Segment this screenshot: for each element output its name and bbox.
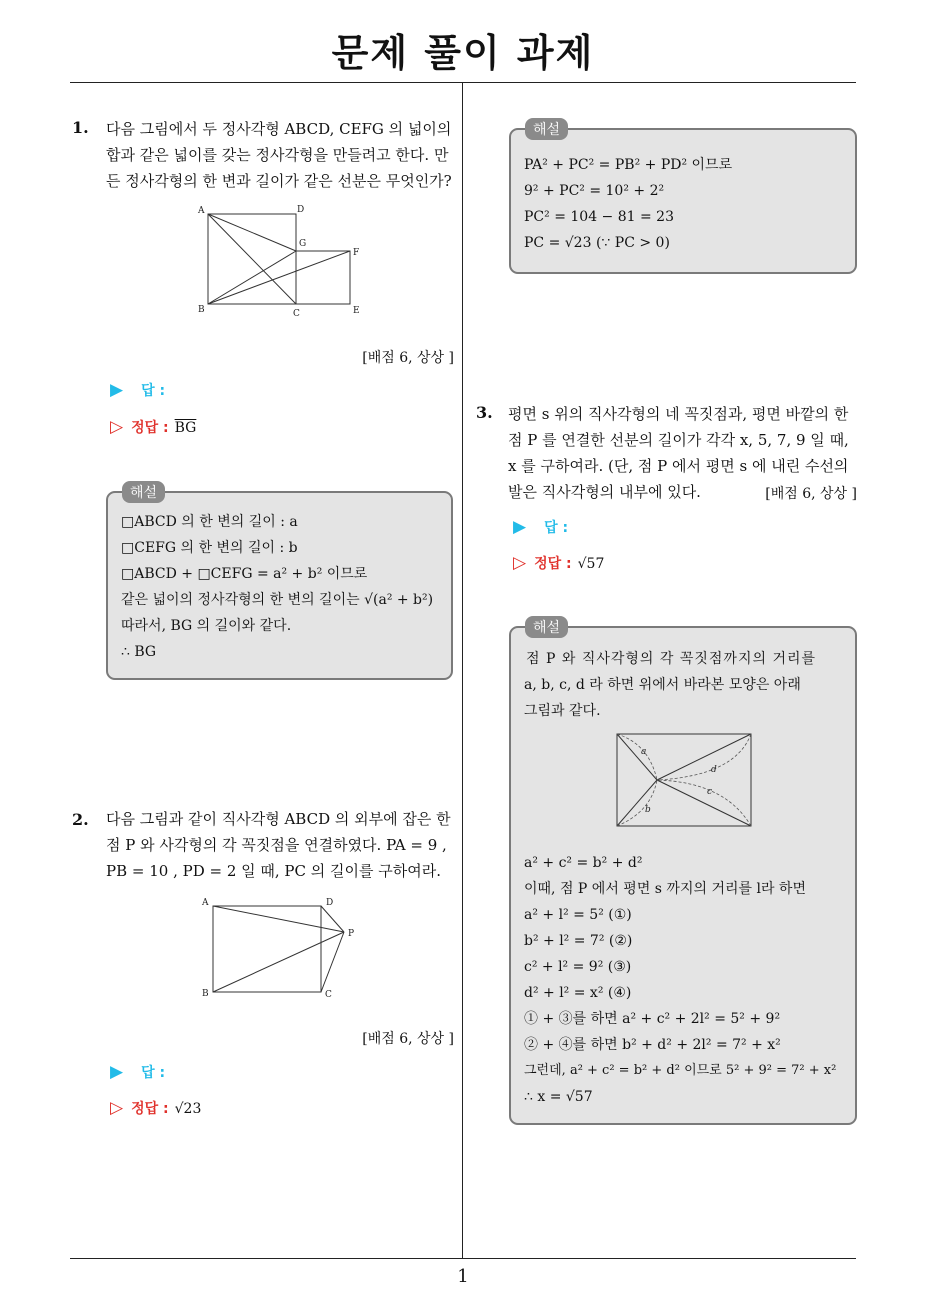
solution-line: ∴ x = √57 (524, 1089, 593, 1105)
vertex-label-c: C (293, 309, 300, 319)
question-3-figure (615, 732, 755, 828)
outline-triangle-icon: ▷ (110, 1098, 124, 1118)
solution-tag: 해설 (525, 118, 568, 140)
solution-box-1 (106, 485, 453, 680)
solution-line: 이때, 점 P 에서 평면 s 까지의 거리를 l라 하면 (524, 881, 806, 897)
solution-line: b² + l² = 7² (②) (524, 933, 633, 949)
solution-line: 같은 넓이의 정사각형의 한 변의 길이는 √(a² + b²) (121, 592, 434, 608)
solution-line: 그림과 같다. (524, 703, 601, 719)
question-1-figure (193, 200, 368, 320)
question-1-text (106, 116, 456, 194)
correct-label: 정답 : (131, 420, 169, 436)
question-line: 합과 같은 넓이를 갖는 정사각형을 만들려고 한다. 만 (106, 146, 449, 164)
solution-line: ② + ④를 하면 b² + d² + 2l² = 7² + x² (524, 1037, 781, 1053)
solution-line: ∴ BG (121, 644, 157, 660)
correct-answer-value: √23 (174, 1101, 202, 1117)
solution-line: PA² + PC² = PB² + PD² 이므로 (524, 157, 733, 173)
question-line: 다음 그림과 같이 직사각형 ABCD 의 외부에 잡은 한 (106, 810, 451, 828)
question-2-figure (198, 890, 368, 1005)
question-line: 든 정사각형의 한 변과 길이가 같은 선분은 무엇인가? (106, 172, 452, 190)
score-meta: [배점 6, 상상 ] (362, 350, 454, 366)
vertex-label-b: B (198, 305, 205, 315)
question-number: 2. (72, 810, 89, 829)
vertex-label-c: C (325, 990, 332, 1000)
solution-line: c² + l² = 9² (③) (524, 959, 632, 975)
score-meta: [배점 6, 상상 ] (362, 1031, 454, 1047)
question-2-text (106, 806, 456, 884)
answer-label: 답 : (544, 520, 569, 536)
solution-line: □CEFG 의 한 변의 길이 : b (121, 540, 298, 556)
score-meta: [배점 6, 상상 ] (765, 486, 857, 502)
answer-row (513, 517, 568, 537)
vertex-label-d: D (326, 898, 334, 908)
vertex-label-e: E (353, 306, 360, 316)
correct-answer-row (110, 1098, 201, 1118)
correct-label: 정답 : (131, 1101, 169, 1117)
vertex-label-a: A (198, 206, 205, 216)
correct-label: 정답 : (534, 556, 572, 572)
correct-answer-value: $\overline{BG}$ (174, 420, 197, 436)
vertex-label-p: P (348, 929, 355, 939)
solution-line: 따라서, BG 의 길이와 같다. (121, 618, 292, 634)
solution-line: □ABCD + □CEFG = a² + b² 이므로 (121, 566, 368, 582)
solution-box-2 (509, 122, 857, 274)
solution-tag: 해설 (525, 616, 568, 638)
vertex-label-d: D (297, 205, 305, 215)
page-title: 문제 풀이 과제 (331, 31, 595, 75)
answer-label: 답 : (141, 383, 166, 399)
filled-triangle-icon: ▶ (110, 1062, 124, 1082)
outline-triangle-icon: ▷ (110, 417, 124, 437)
segment-label-c: c (707, 787, 713, 797)
segment-label-b: b (645, 805, 651, 815)
segment-label-a: a (641, 747, 647, 757)
solution-line: 9² + PC² = 10² + 2² (524, 183, 665, 199)
column-divider (462, 83, 463, 1258)
solution-line: PC² = 104 − 81 = 23 (524, 209, 674, 225)
question-line: 다음 그림에서 두 정사각형 ABCD, CEFG 의 넓이의 (106, 120, 452, 138)
solution-line: a² + c² = b² + d² (524, 855, 643, 871)
question-line: 점 P 와 사각형의 각 꼭짓점을 연결하였다. PA = 9 , (106, 836, 447, 854)
answer-label: 답 : (141, 1065, 166, 1081)
solution-line: a² + l² = 5² (①) (524, 907, 632, 923)
question-line: 평면 s 위의 직사각형의 네 꼭짓점과, 평면 바깥의 한 (508, 405, 849, 423)
page-number: 1 (457, 1266, 469, 1287)
question-line: x 를 구하여라. (단, 점 P 에서 평면 s 에 내린 수선의 (508, 457, 849, 475)
solution-box-3 (509, 620, 857, 1125)
footer-rule (70, 1258, 856, 1259)
segment-label-d: d (711, 765, 717, 775)
solution-line: ① + ③를 하면 a² + c² + 2l² = 5² + 9² (524, 1011, 781, 1027)
solution-line: 점 P 와 직사각형의 각 꼭짓점까지의 거리를 (526, 651, 817, 667)
filled-triangle-icon: ▶ (110, 380, 124, 400)
outline-triangle-icon: ▷ (513, 553, 527, 573)
question-line: 발은 직사각형의 내부에 있다. (508, 483, 701, 501)
question-number: 3. (476, 403, 493, 422)
filled-triangle-icon: ▶ (513, 517, 527, 537)
correct-answer-value: √57 (577, 556, 605, 572)
solution-line: a, b, c, d 라 하면 위에서 바라본 모양은 아래 (524, 677, 801, 693)
solution-line: □ABCD 의 한 변의 길이 : a (121, 514, 298, 530)
answer-row (110, 380, 165, 400)
vertex-label-f: F (353, 248, 360, 258)
answer-row (110, 1062, 165, 1082)
question-line: PB = 10 , PD = 2 일 때, PC 의 길이를 구하여라. (106, 862, 441, 880)
vertex-label-b: B (202, 989, 209, 999)
question-number: 1. (72, 118, 89, 137)
solution-line: d² + l² = x² (④) (524, 985, 632, 1001)
vertex-label-a: A (202, 898, 209, 908)
question-line: 점 P 를 연결한 선분의 길이가 각각 x, 5, 7, 9 일 때, (508, 431, 849, 449)
correct-answer-row (513, 553, 604, 573)
solution-line: 그런데, a² + c² = b² + d² 이므로 5² + 9² = 7² + x² (524, 1063, 837, 1078)
solution-tag: 해설 (122, 481, 165, 503)
correct-answer-row (110, 417, 196, 437)
solution-line: PC = √23 (∵ PC > 0) (524, 235, 670, 251)
header-rule (70, 82, 856, 83)
vertex-label-g: G (299, 239, 307, 249)
